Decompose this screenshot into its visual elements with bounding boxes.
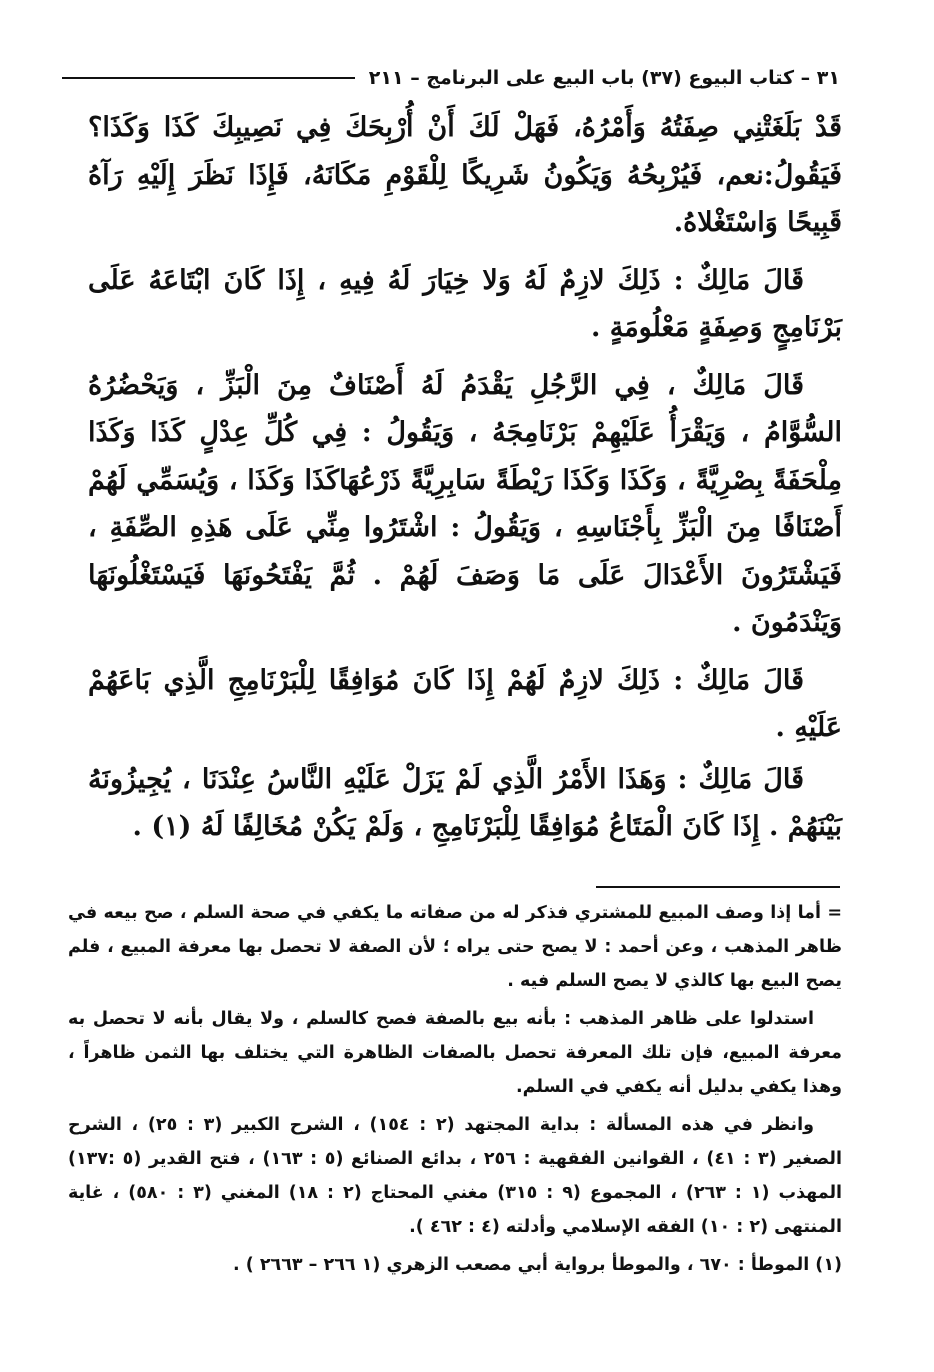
footnote-paragraph: استدلوا على ظاهر المذهب : بأنه بيع بالصفة فصح كالسلم ، ولا يقال بأنه لا تحصل به معرفة المبيع، فإن تلك المعرفة تحصل بالصفات الظاهرة التي يختلف بها الثمن ظاهراً ، وهذا يكفي بدليل أنه يكفي في السلم. — [68, 1009, 842, 1097]
header-rule — [62, 77, 355, 79]
running-title: ٣١ – كتاب البيوع (٣٧) باب البيع على البرنامج – ٢١١ — [368, 67, 840, 89]
main-paragraph: قَالَ مَالِكٌ : وَهَذَا الأَمْرُ الَّذِي لَمْ يَزَلْ عَلَيْهِ النَّاسُ عِنْدَنَا ، يُجِيزُونَهُ بَيْنَهُمْ . إِذَا كَانَ الْمَتَاعُ مُوَافِقًا لِلْبَرْنَامِجِ ، وَلَمْ يَكُنْ مُخَالِفًا لَهُ (١) . — [88, 763, 842, 842]
footnotes — [68, 896, 842, 1286]
main-text — [88, 104, 842, 861]
main-paragraph: قَالَ مَالِكٌ ، فِي الرَّجُلِ يَقْدَمُ لَهُ أَصْنَافٌ مِنَ الْبَزِّ ، وَيَحْضُرُهُ السُّوَّامُ ، وَيَقْرَأُ عَلَيْهِمْ بَرْنَامِجَهُ ، وَيَقُولُ : فِي كُلِّ عِدْلٍ كَذَا وَكَذَا مِلْحَفَةً بِصْرِيَّةً ، وَكَذَا وَكَذَا رَيْطَةً سَابِرِيَّةً ذَرْعُهَاكَذَا وَكَذَا ، وَيُسَمِّي لَهُمْ أَصْنَافًا مِنَ الْبَزِّ بِأَجْنَاسِهِ ، وَيَقُولُ : اشْتَرُوا مِنِّي عَلَى هَذِهِ الصِّفَةِ ، فَيَشْتَرُونَ الأَعْدَالَ عَلَى مَا وَصَفَ لَهُمْ . ثُمَّ يَفْتَحُونَهَا فَيَسْتَغْلُونَهَا وَيَنْدَمُونَ . — [88, 369, 842, 638]
main-paragraph: قَالَ مَالِكٌ : ذَلِكَ لازِمٌ لَهُمْ إِذَا كَانَ مُوَافِقًا لِلْبَرْنَامِجِ الَّذِي بَاعَهُمْ عَلَيْهِ . — [88, 664, 842, 743]
page-header — [62, 62, 840, 94]
footnote-paragraph: = أما إذا وصف المبيع للمشتري فذكر له من صفاته ما يكفي في صحة السلم ، صح بيعه في ظاهر المذهب ، وعن أحمد : لا يصح حتى يراه ؛ لأن الصفة لا تحصل بها معرفة المبيع ، فلم يصح البيع بها كالذي لا يصح السلم فيه . — [68, 903, 842, 991]
footnote-separator — [596, 886, 840, 888]
footnote-paragraph: وانظر في هذه المسألة : بداية المجتهد (٢ : ١٥٤) ، الشرح الكبير (٣ : ٢٥) ، الشرح الصغير (٣ : ٤١) ، القوانين الفقهية : ٢٥٦ ، بدائع الصنائع (٥ : ١٦٣) ، فتح القدير (٥ :١٣٧) المهذب (١ : ٢٦٣) ، المجموع (٩ : ٣١٥) مغني المحتاج (٢ : ١٨) المغني (٣ : ٥٨٠) ، غاية المنتهى (٢ : ١٠) الفقه الإسلامي وأدلته (٤ : ٤٦٢ ). — [68, 1115, 843, 1237]
main-paragraph: قَدْ بَلَغَتْنِي صِفَتُهُ وَأَمْرُهُ، فَهَلْ لَكَ أَنْ أُرْبِحَكَ فِي نَصِيبِكَ كَذَا وَكَذَا؟ فَيَقُولُ:نعم، فَيُرْبِحُهُ وَيَكُونُ شَرِيكًا لِلْقَوْمِ مَكَانَهُ، فَإِذَا نَظَرَ إِلَيْهِ رَآهُ قَبِيحًا وَاسْتَغْلاهُ. — [88, 112, 842, 238]
footnote-paragraph: (١) الموطأ : ٦٧٠ ، والموطأ برواية أبي مصعب الزهري (١ ٢٦٦ – ٢٦٦٣ ) . — [233, 1255, 842, 1275]
main-paragraph: قَالَ مَالِكٌ : ذَلِكَ لازِمٌ لَهُ وَلا خِيَارَ لَهُ فِيهِ ، إِذَا كَانَ ابْتَاعَهُ عَلَى بَرْنَامِجٍ وَصِفَةٍ مَعْلُومَةٍ . — [88, 264, 842, 343]
